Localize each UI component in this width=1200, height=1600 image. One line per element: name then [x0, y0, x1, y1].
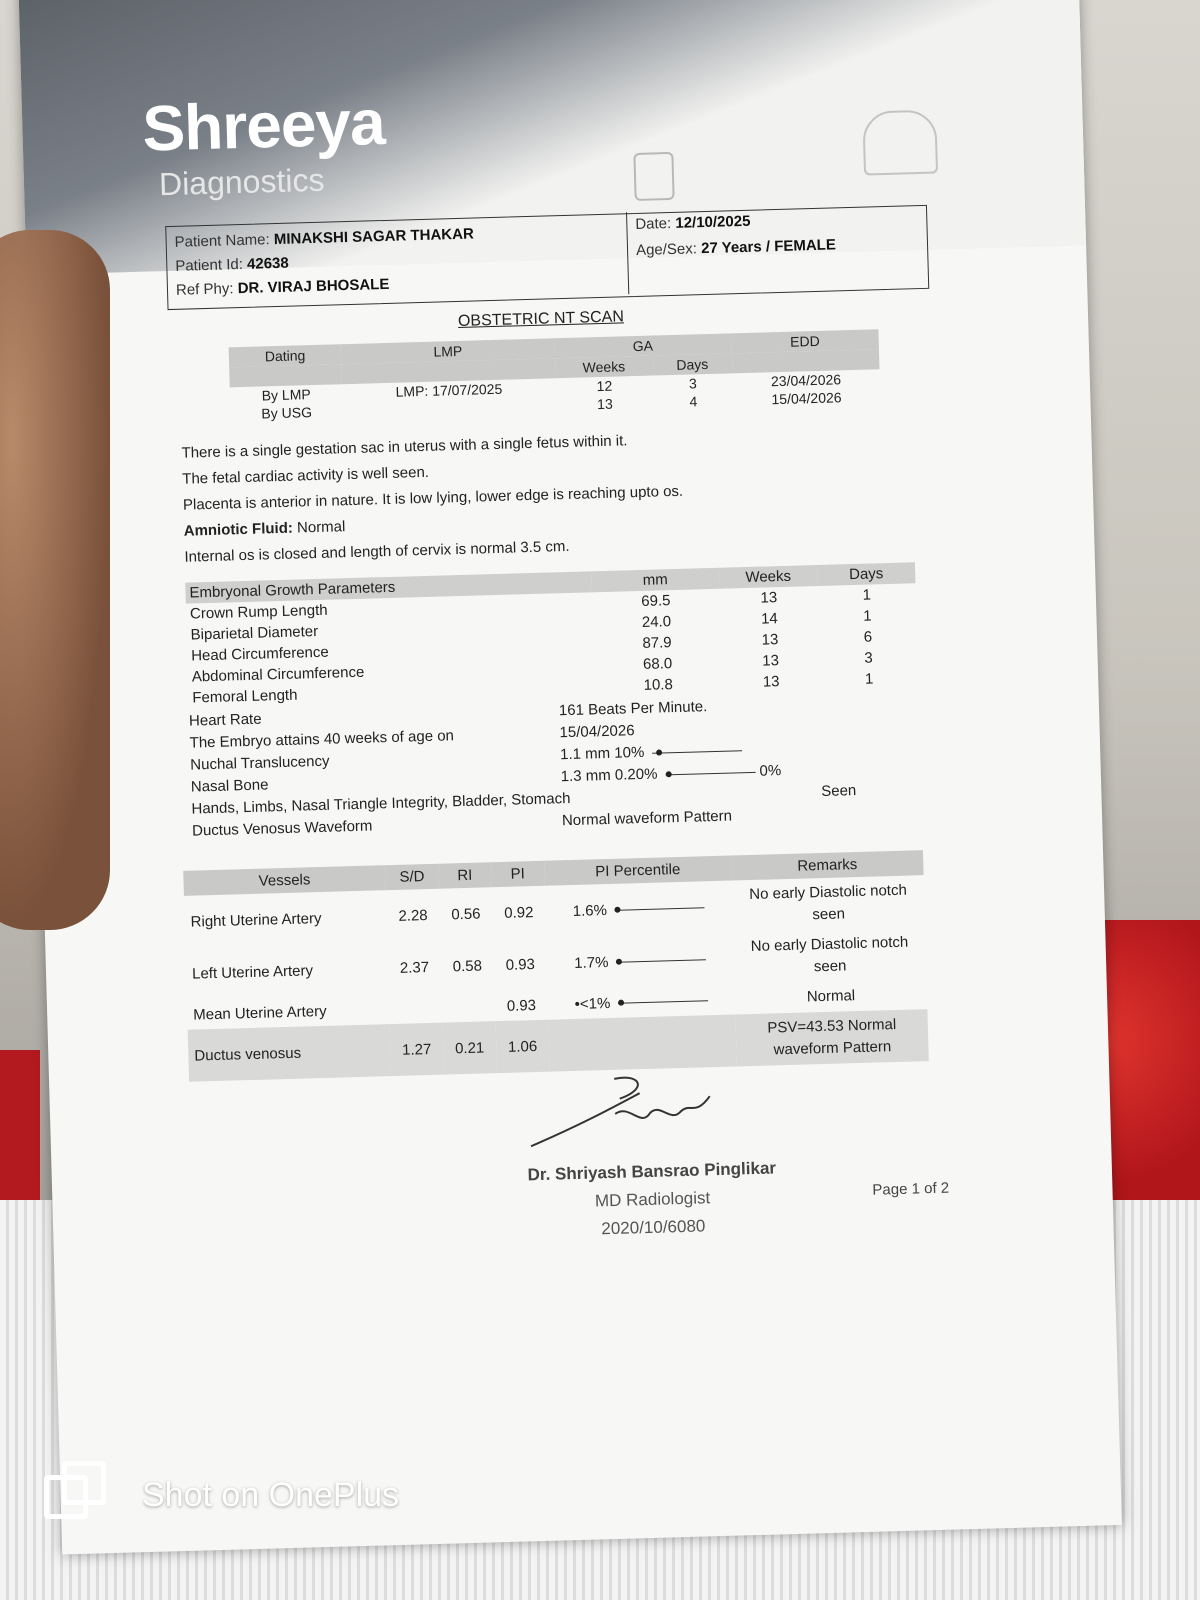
sd-header: S/D — [385, 864, 439, 890]
ductus-label: Ductus Venosus Waveform — [191, 817, 373, 840]
nasal-percentile-dot — [665, 771, 671, 777]
vessel-pct-cell — [546, 933, 735, 990]
dating-weeks: 12 — [596, 377, 613, 395]
signature-block — [511, 1154, 793, 1246]
document-icon — [633, 152, 674, 201]
edd-header: EDD — [731, 329, 879, 353]
vessel-sd: 1.27 — [390, 1023, 444, 1076]
remarks-header: Remarks — [731, 850, 924, 880]
growth-weeks: 14 — [760, 610, 778, 628]
dating-header: Dating — [229, 344, 342, 367]
patient-id: 42638 — [246, 254, 289, 273]
forty-weeks-label: The Embryo attains 40 weeks of age on — [189, 727, 455, 752]
camera-watermark — [44, 1465, 399, 1525]
growth-header-param: Embryonal Growth Parameters — [185, 571, 591, 603]
vessel-pct-cell — [545, 881, 734, 938]
nasal-bone-label: Nasal Bone — [190, 776, 269, 796]
nt-label: Nuchal Translucency — [190, 752, 330, 774]
page-number: Page 1 of 2 — [872, 1179, 950, 1199]
finding-line: Placenta is anterior in nature. It is low lying, lower edge is reaching upto os. — [182, 482, 684, 514]
report-date: 12/10/2025 — [675, 212, 751, 232]
growth-header-days: Days — [817, 562, 916, 586]
patient-name: MINAKSHI SAGAR THAKAR — [273, 225, 475, 249]
growth-header-mm: mm — [591, 568, 720, 593]
finding-line: The fetal cardiac activity is well seen. — [182, 463, 430, 488]
vessel-pi: 0.93 — [505, 955, 536, 974]
dating-edd: 23/04/2026 — [770, 371, 842, 390]
vessel-name: Mean Uterine Artery — [193, 1002, 327, 1024]
nasal-percentile-bar — [665, 771, 755, 775]
vessel-percentile-bar — [618, 1000, 708, 1004]
nt-percentile-dot — [656, 749, 662, 755]
patient-id-label: Patient Id: — [175, 255, 244, 275]
dating-table — [229, 329, 881, 423]
growth-table — [185, 562, 918, 708]
vessel-percentile-dot — [616, 959, 622, 965]
growth-mm: 24.0 — [641, 613, 672, 631]
growth-days: 3 — [864, 649, 873, 667]
vessel-pi: 0.93 — [506, 996, 537, 1015]
hands-value: Seen — [821, 782, 857, 800]
cervix-line: Internal os is closed and length of cervix is normal 3.5 cm. — [184, 537, 570, 566]
vessel-name: Left Uterine Artery — [191, 961, 314, 983]
finding-line: There is a single gestation sac in uterus with a single fetus within it. — [181, 432, 628, 462]
vessel-remarks: Normal — [806, 987, 856, 1006]
patient-info-left — [174, 222, 475, 302]
doctor-signature — [519, 1065, 741, 1151]
lab-logo-subtitle: Diagnostics — [158, 161, 325, 203]
patient-name-label: Patient Name: — [174, 231, 270, 251]
vessel-ri: 0.56 — [451, 905, 481, 923]
ri-header: RI — [438, 862, 492, 888]
hands-label: Hands, Limbs, Nasal Triangle Integrity, Bladder, Stomach — [191, 790, 571, 818]
vessel-pct: 1.7% — [573, 953, 609, 972]
nasal-bone-value: 1.3 mm 0.20% — [560, 765, 658, 786]
vessel-remarks: No early Diastolic notch seen — [749, 881, 908, 924]
growth-param: Head Circumference — [190, 643, 329, 665]
vessel-percentile-bar — [615, 907, 705, 911]
findings-block — [181, 418, 1004, 571]
growth-weeks: 13 — [760, 589, 778, 607]
doctor-name: Dr. Shriyash Bansrao Pinglikar — [527, 1158, 777, 1185]
vessel-percentile-dot — [615, 907, 621, 913]
vessel-percentile-bar — [616, 959, 706, 963]
lmp-header: LMP — [341, 338, 555, 364]
dating-label: By USG — [261, 404, 313, 422]
growth-mm: 87.9 — [642, 634, 672, 652]
growth-weeks: 13 — [761, 631, 779, 649]
watermark-text: Shot on OnePlus — [142, 1475, 400, 1514]
vessel-percentile-dot — [618, 1000, 624, 1006]
vessel-pi: 0.92 — [503, 903, 534, 922]
dating-days: 3 — [688, 375, 697, 392]
vessel-ri: 0.21 — [442, 1021, 496, 1074]
days-header: Days — [653, 353, 732, 375]
growth-days: 1 — [862, 607, 872, 625]
heart-rate-value: 161 Beats Per Minute. — [558, 698, 708, 720]
dating-lmp: LMP: 17/07/2025 — [395, 380, 503, 400]
dating-weeks: 13 — [596, 395, 613, 413]
age-sex-label: Age/Sex: — [635, 240, 698, 259]
doctor-reg: 2020/10/6080 — [601, 1216, 706, 1239]
nasal-value-wrap — [561, 762, 782, 785]
growth-param: Femoral Length — [192, 686, 298, 707]
growth-header-weeks: Weeks — [719, 565, 818, 589]
growth-param: Crown Rump Length — [189, 601, 328, 623]
growth-days: 6 — [863, 628, 873, 646]
doctors-icon — [862, 110, 938, 176]
forty-weeks-value: 15/04/2026 — [559, 722, 635, 742]
growth-mm: 69.5 — [641, 592, 671, 610]
ga-header: GA — [554, 333, 731, 358]
growth-days: 1 — [862, 586, 872, 604]
vessel-sd: 2.28 — [398, 906, 428, 925]
nt-value-wrap — [560, 741, 743, 763]
vessels-table — [183, 850, 929, 1082]
ductus-value: Normal waveform Pattern — [561, 807, 733, 830]
vessel-sd — [389, 993, 443, 1024]
thumb — [0, 230, 110, 930]
patient-info-right — [626, 204, 937, 295]
vessel-ri — [442, 991, 496, 1022]
vessel-ri: 0.58 — [452, 957, 483, 975]
heart-rate-label: Heart Rate — [188, 710, 262, 730]
growth-weeks: 13 — [762, 652, 780, 670]
vessel-name: Right Uterine Artery — [190, 909, 322, 931]
vessel-name: Ductus venosus — [188, 1024, 391, 1082]
vessel-remarks: No early Diastolic notch seen — [750, 933, 909, 976]
amniotic-label: Amniotic Fluid: — [183, 519, 294, 540]
dating-edd: 15/04/2026 — [771, 389, 842, 408]
vessel-remarks: PSV=43.53 Normal waveform Pattern — [735, 1009, 928, 1066]
growth-days: 1 — [864, 670, 874, 688]
vessel-pct: 1.6% — [572, 901, 608, 920]
growth-mm: 10.8 — [643, 676, 674, 694]
vessels-header: Vessels — [183, 865, 386, 896]
vessel-pct: •<1% — [574, 994, 611, 1013]
weeks-header: Weeks — [555, 356, 654, 379]
dating-label: By LMP — [261, 386, 311, 404]
growth-param: Abdominal Circumference — [191, 663, 365, 686]
dating-days: 4 — [689, 393, 698, 410]
scan-title: OBSTETRIC NT SCAN — [457, 308, 625, 330]
report-sheet — [18, 0, 1122, 1554]
pi-header: PI — [491, 861, 545, 887]
doctor-title: MD Radiologist — [594, 1188, 711, 1211]
growth-param: Biparietal Diameter — [190, 622, 319, 644]
lab-logo-name: Shreeya — [141, 85, 386, 165]
age-sex: 27 Years / FEMALE — [700, 236, 837, 258]
vessel-pct — [548, 1014, 737, 1071]
vessel-sd: 2.37 — [399, 958, 430, 977]
ref-phy: DR. VIRAJ BHOSALE — [237, 275, 390, 298]
amniotic-value: Normal — [296, 518, 346, 537]
growth-mm: 68.0 — [642, 655, 673, 673]
nt-value: 1.1 mm 10% — [559, 743, 645, 764]
pct-header: PI Percentile — [544, 856, 732, 886]
nasal-bone-right: 0% — [759, 762, 782, 780]
nt-percentile-bar — [652, 750, 742, 754]
growth-weeks: 13 — [762, 673, 780, 691]
oneplus-logo-icon — [44, 1467, 104, 1523]
date-label: Date: — [635, 214, 672, 233]
vessel-pi: 1.06 — [495, 1020, 549, 1073]
ref-phy-label: Ref Phy: — [175, 280, 234, 299]
